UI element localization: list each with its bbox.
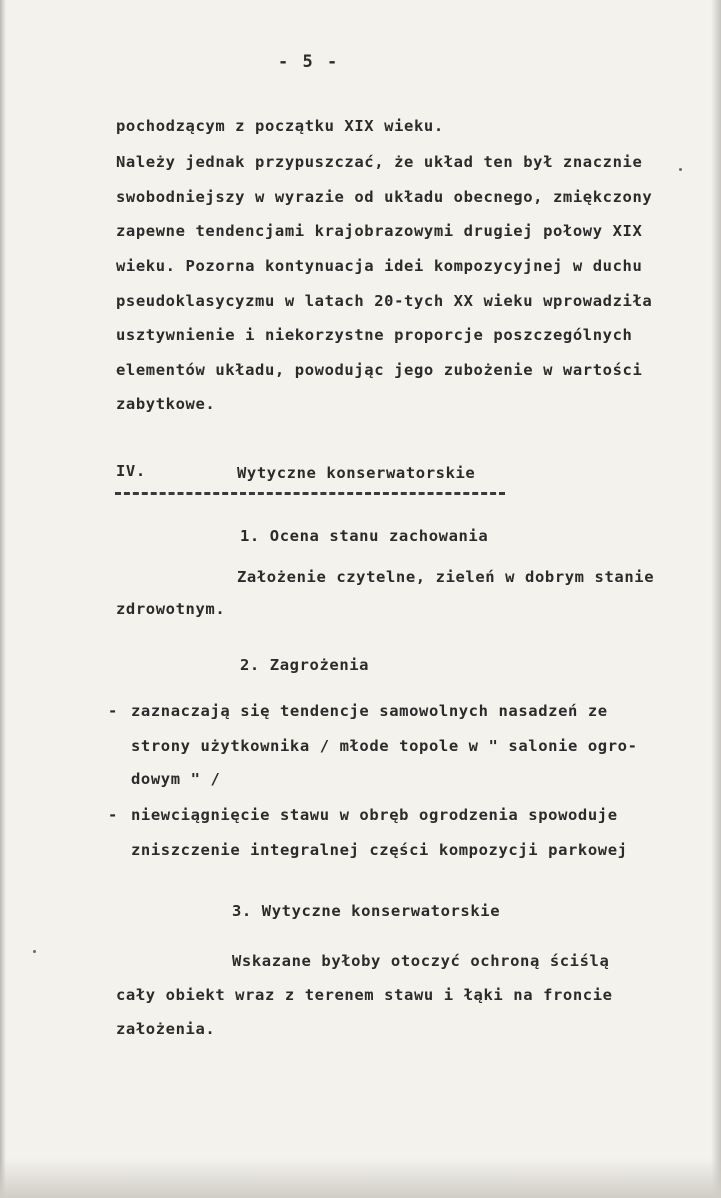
list-dash: - xyxy=(108,702,118,720)
list-item-line: zaznaczają się tendencje samowolnych nasadzeń ze xyxy=(131,702,608,720)
intro-line: pseudoklasycyzmu w latach 20-tych XX wieku wprowadziła xyxy=(116,292,653,310)
paragraph-line: cały obiekt wraz z terenem stawu i łąki na froncie xyxy=(116,986,613,1004)
list-item-line: niewciągnięcie stawu w obręb ogrodzenia spowoduje xyxy=(131,806,618,824)
intro-line: elementów układu, powodując jego zubożenie w wartości xyxy=(116,361,643,379)
intro-line: usztywnienie i niekorzystne proporcje poszczególnych xyxy=(116,326,633,344)
subsection-heading: 3. Wytyczne konserwatorskie xyxy=(232,902,501,920)
paragraph-line: założenia. xyxy=(116,1020,216,1038)
subsection-heading: 2. Zagrożenia xyxy=(240,656,370,674)
list-dash: - xyxy=(108,806,118,824)
intro-line: Należy jednak przypuszczać, że układ ten był znacznie xyxy=(116,153,643,171)
intro-line: swobodniejszy w wyrazie od układu obecnego, zmiękczony xyxy=(116,188,653,206)
intro-line: wieku. Pozorna kontynuacja idei kompozycyjnej w duchu xyxy=(116,257,643,275)
page-number: - 5 - xyxy=(278,52,340,72)
paragraph-line: zdrowotnym. xyxy=(116,600,226,618)
intro-line: zabytkowe. xyxy=(116,395,216,413)
page-right-edge xyxy=(711,0,721,1198)
page-bottom-shade xyxy=(0,1158,721,1198)
list-item-line: strony użytkownika / młode topole w " salonie ogro- xyxy=(131,737,638,755)
paper-speck xyxy=(33,950,36,953)
paper-speck xyxy=(679,168,682,171)
list-item-line: dowym " / xyxy=(131,770,221,788)
intro-line: zapewne tendencjami krajobrazowymi drugiej połowy XIX xyxy=(116,222,643,240)
list-item-line: zniszczenie integralnej części kompozycji parkowej xyxy=(131,841,628,859)
section-underline xyxy=(115,492,505,495)
paragraph-line: Wskazane byłoby otoczyć ochroną ściślą xyxy=(232,952,610,970)
section-title: Wytyczne konserwatorskie xyxy=(237,464,476,482)
section-number: IV. xyxy=(116,462,146,480)
subsection-heading: 1. Ocena stanu zachowania xyxy=(240,527,489,545)
intro-line: pochodzącym z początku XIX wieku. xyxy=(116,117,444,135)
page-left-edge xyxy=(0,0,6,1198)
paragraph-line: Założenie czytelne, zieleń w dobrym stanie xyxy=(237,568,655,586)
